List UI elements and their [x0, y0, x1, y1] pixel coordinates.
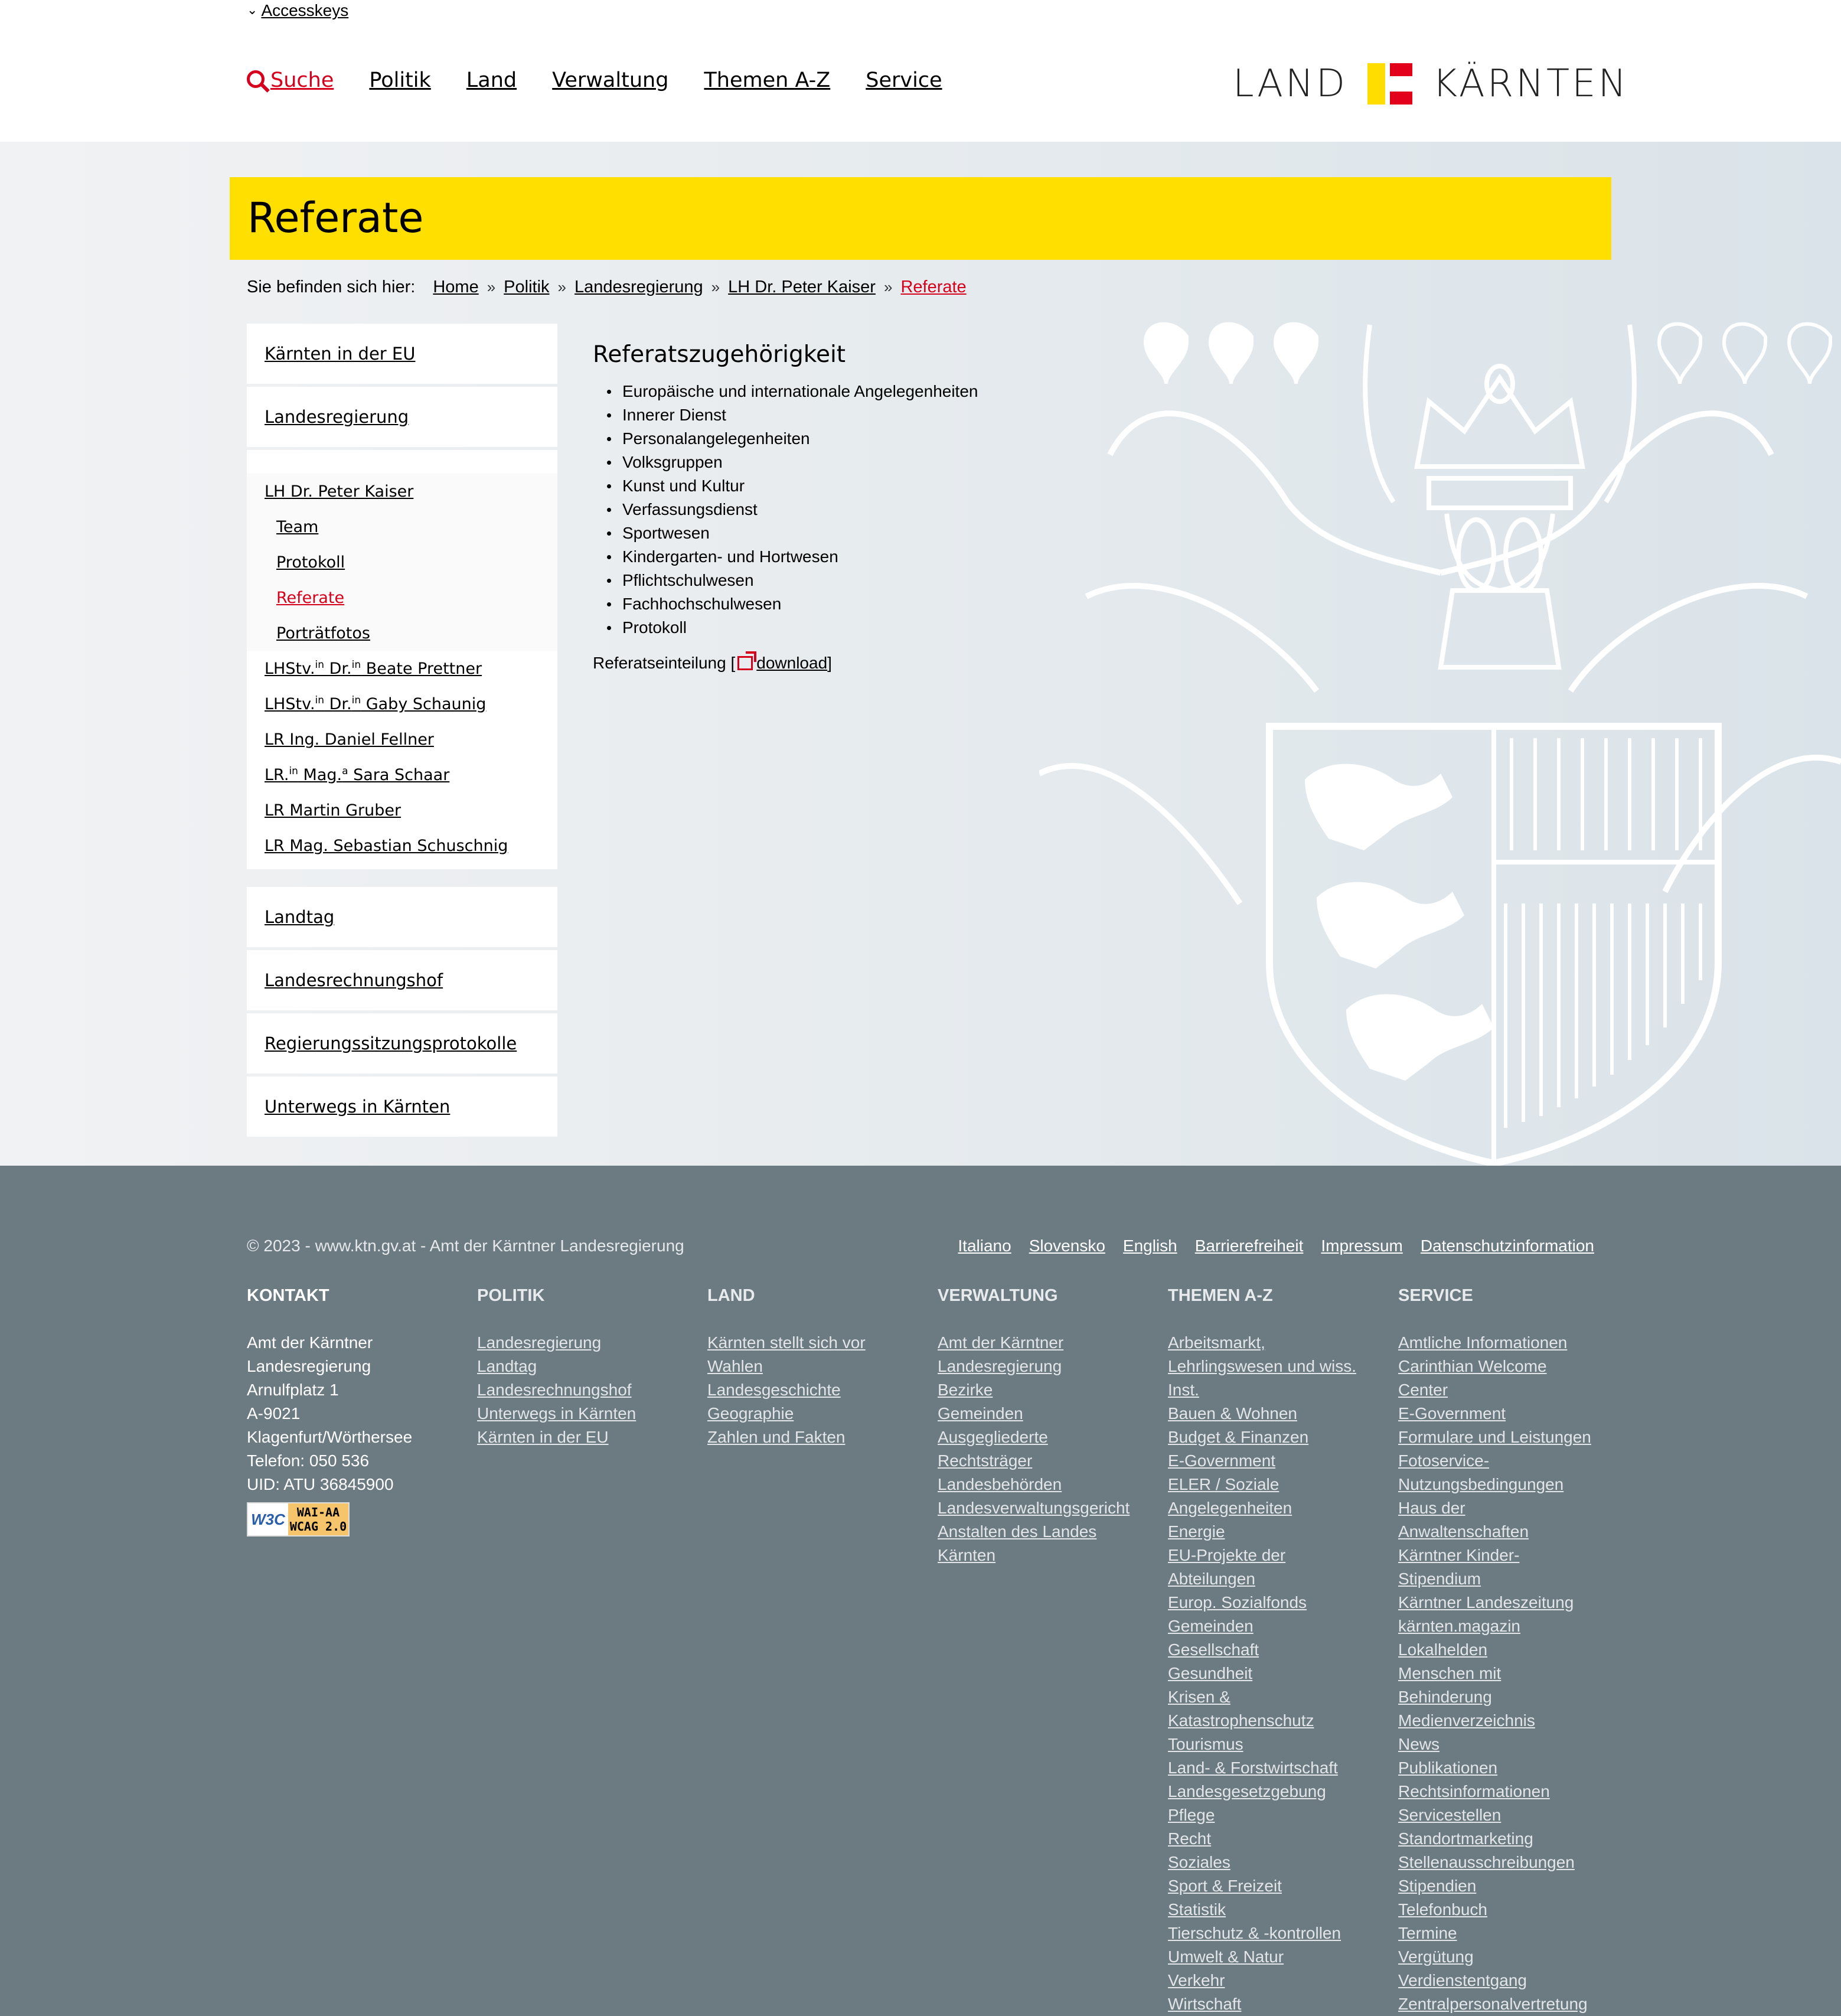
footer-link[interactable]: ELER / Soziale Angelegenheiten — [1168, 1475, 1292, 1517]
footer-link[interactable]: Soziales — [1168, 1853, 1230, 1871]
footer-col-title: THEMEN A-Z — [1168, 1286, 1273, 1305]
sidebar-item-unterwegs — [247, 1076, 557, 1137]
footer-col-themen — [1168, 1284, 1398, 2016]
page-title: Referate — [247, 194, 424, 242]
footer-link[interactable]: Landesbehörden — [938, 1475, 1062, 1493]
footer-col-kontakt — [247, 1284, 477, 2016]
footer-link[interactable]: Anstalten des Landes Kärnten — [938, 1522, 1097, 1564]
footer-link[interactable]: Europ. Sozialfonds — [1168, 1593, 1307, 1612]
footer-link[interactable]: Amt der Kärntner Landesregierung — [938, 1333, 1064, 1375]
footer-link[interactable]: Landesgeschichte — [707, 1381, 841, 1399]
referate-list — [622, 380, 978, 640]
footer-link[interactable]: Gemeinden — [938, 1404, 1023, 1423]
copyright: © 2023 - www.ktn.gv.at - Amt der Kärntner Landesregierung — [247, 1237, 684, 1255]
footer-link[interactable]: Kärntner Landeszeitung — [1398, 1593, 1574, 1612]
site-footer — [0, 1166, 1841, 2016]
content-heading: Referatszugehörigkeit — [593, 341, 846, 368]
footer-link-english[interactable]: English — [1122, 1237, 1177, 1255]
list-item: Protokoll — [622, 616, 978, 640]
footer-link[interactable]: Gesellschaft — [1168, 1640, 1259, 1659]
footer-link[interactable]: Publikationen — [1398, 1759, 1498, 1777]
sidebar-item-portraetfotos[interactable]: Porträtfotos — [276, 624, 370, 642]
footer-link[interactable]: Verdienstentgang — [1398, 1971, 1527, 1989]
main-nav — [247, 68, 978, 92]
list-item: Personalangelegenheiten — [622, 427, 978, 451]
sidebar-link[interactable]: Landesrechnungshof — [265, 970, 443, 990]
nav-search[interactable]: Suche — [247, 68, 334, 92]
sidebar-item-protokoll[interactable]: Protokoll — [276, 553, 345, 572]
sidebar-group-lh — [247, 474, 557, 651]
footer-link[interactable]: Ausgegliederte Rechtsträger — [938, 1428, 1048, 1470]
footer-link[interactable]: Gesundheit — [1168, 1664, 1253, 1682]
sidebar-nav — [247, 324, 557, 1140]
footer-links — [958, 1237, 1594, 1255]
sidebar-item-referate[interactable]: Referate — [276, 588, 345, 607]
sidebar-link[interactable]: Landesregierung — [265, 407, 409, 427]
page-title-banner — [230, 177, 1611, 260]
sidebar-link[interactable]: Landtag — [265, 907, 335, 927]
footer-link[interactable]: Landtag — [477, 1357, 537, 1375]
search-icon — [247, 70, 265, 88]
footer-link-datenschutz[interactable]: Datenschutzinformation — [1420, 1237, 1594, 1255]
footer-link[interactable]: Pflege — [1168, 1806, 1215, 1824]
footer-link[interactable]: Landesverwaltungsgericht — [938, 1499, 1130, 1517]
footer-col-title: SERVICE — [1398, 1286, 1473, 1305]
footer-link[interactable]: Gemeinden — [1168, 1617, 1254, 1635]
footer-link[interactable]: Zentralpersonalvertretung — [1398, 1995, 1588, 2013]
wcag-badge[interactable]: W3C WAI-AA WCAG 2.0 — [247, 1502, 350, 1537]
footer-link[interactable]: Kärnten in der EU — [477, 1428, 609, 1446]
chevron-right-icon: » — [557, 278, 566, 296]
footer-link[interactable]: Umwelt & Natur — [1168, 1948, 1284, 1966]
sidebar-item-prettner[interactable]: LHStv.$^{in}$ Dr.$^{in}$ Beate Prettner — [265, 659, 482, 678]
breadcrumb-politik[interactable]: Politik — [504, 278, 550, 296]
footer-link[interactable]: Geographie — [707, 1404, 794, 1423]
footer-link[interactable]: EU-Projekte der Abteilungen — [1168, 1546, 1286, 1588]
footer-link[interactable]: Stipendien — [1398, 1877, 1477, 1895]
main-content — [593, 341, 978, 673]
footer-link[interactable]: Formulare und Leistungen — [1398, 1428, 1591, 1446]
footer-columns — [247, 1284, 1628, 2016]
footer-link[interactable]: Statistik — [1168, 1900, 1226, 1919]
footer-link[interactable]: Energie — [1168, 1522, 1225, 1541]
footer-link[interactable]: Rechtsinformationen — [1398, 1782, 1550, 1800]
footer-link[interactable]: Landesregierung — [477, 1333, 602, 1352]
footer-link[interactable]: Zahlen und Fakten — [707, 1428, 846, 1446]
sidebar-item-landesregierung — [247, 387, 557, 447]
breadcrumb-lh-kaiser[interactable]: LH Dr. Peter Kaiser — [728, 278, 876, 296]
site-header — [0, 0, 1841, 142]
footer-col-title: POLITIK — [477, 1286, 545, 1305]
chevron-right-icon: » — [487, 278, 496, 296]
chevron-right-icon: » — [883, 278, 893, 296]
footer-link[interactable]: Stellenausschreibungen — [1398, 1853, 1575, 1871]
list-item: Kindergarten- und Hortwesen — [622, 545, 978, 569]
footer-col-verwaltung — [938, 1284, 1168, 2016]
sidebar-item-fellner[interactable]: LR Ing. Daniel Fellner — [265, 730, 434, 749]
footer-link[interactable]: Servicestellen — [1398, 1806, 1501, 1824]
chevron-down-icon: ⌄ — [247, 2, 258, 17]
download-link[interactable]: download — [756, 654, 828, 672]
nav-themen[interactable]: Themen A-Z — [704, 68, 831, 92]
coat-of-arms-watermark-icon — [1039, 313, 1841, 1166]
footer-link[interactable]: E-Government — [1168, 1451, 1276, 1470]
footer-link[interactable]: Unterwegs in Kärnten — [477, 1404, 636, 1423]
footer-link[interactable]: Termine — [1398, 1924, 1457, 1942]
footer-col-service — [1398, 1284, 1628, 2016]
footer-link[interactable]: Bauen & Wohnen — [1168, 1404, 1297, 1423]
footer-link[interactable]: Krisen & Katastrophenschutz — [1168, 1688, 1314, 1730]
footer-link-italiano[interactable]: Italiano — [958, 1237, 1011, 1255]
footer-link[interactable]: Wirtschaft — [1168, 1995, 1242, 2013]
sidebar-link[interactable]: Unterwegs in Kärnten — [265, 1097, 451, 1117]
list-item: Kunst und Kultur — [622, 474, 978, 498]
accesskeys-link[interactable]: ⌄ Accesskeys — [247, 1, 349, 19]
footer-link[interactable]: E-Government — [1398, 1404, 1506, 1423]
nav-verwaltung[interactable]: Verwaltung — [552, 68, 669, 92]
sidebar-item-landesrechnungshof — [247, 950, 557, 1010]
sidebar-item-lh-kaiser[interactable]: LH Dr. Peter Kaiser — [265, 482, 414, 501]
sidebar-item-schaar[interactable]: LR.$^{in}$ Mag.$^a$ Sara Schaar — [265, 765, 450, 784]
list-item: Fachhochschulwesen — [622, 592, 978, 616]
footer-col-land — [707, 1284, 938, 2016]
footer-link[interactable]: Haus der Anwaltenschaften — [1398, 1499, 1529, 1541]
footer-link[interactable]: Kärnten stellt sich vor — [707, 1333, 866, 1352]
sidebar-link[interactable]: Regierungssitzungsprotokolle — [265, 1033, 517, 1053]
footer-link-barrierefreiheit[interactable]: Barrierefreiheit — [1194, 1237, 1304, 1255]
breadcrumb-landesregierung[interactable]: Landesregierung — [575, 278, 703, 296]
list-item: Sportwesen — [622, 521, 978, 545]
footer-link[interactable]: Landesrechnungshof — [477, 1381, 632, 1399]
sidebar-item-kaernten-eu — [247, 324, 557, 384]
sidebar-item-schaunig[interactable]: LHStv.$^{in}$ Dr.$^{in}$ Gaby Schaunig — [265, 694, 487, 713]
footer-link[interactable]: Medienverzeichnis — [1398, 1711, 1535, 1730]
footer-link[interactable]: Verkehr — [1168, 1971, 1225, 1989]
nav-service[interactable]: Service — [866, 68, 942, 92]
breadcrumb-label: Sie befinden sich hier: — [247, 278, 416, 296]
sidebar-item-gruber[interactable]: LR Martin Gruber — [265, 801, 402, 820]
footer-col-title: LAND — [707, 1286, 755, 1305]
footer-link[interactable]: Vergütung — [1398, 1948, 1474, 1966]
breadcrumb-referate[interactable]: Referate — [900, 278, 967, 296]
sidebar-item-schuschnig[interactable]: LR Mag. Sebastian Schuschnig — [265, 836, 508, 855]
footer-link[interactable]: Lokalhelden — [1398, 1640, 1488, 1659]
sidebar-submenu — [247, 450, 557, 869]
chevron-right-icon: » — [711, 278, 720, 296]
footer-link[interactable]: News — [1398, 1735, 1440, 1753]
footer-link[interactable]: Fotoservice-Nutzungsbedingungen — [1398, 1451, 1564, 1493]
list-item: Europäische und internationale Angelegenheiten — [622, 380, 978, 403]
breadcrumb — [247, 278, 975, 297]
list-item: Volksgruppen — [622, 451, 978, 474]
footer-link[interactable]: Land- & Forstwirtschaft — [1168, 1759, 1338, 1777]
sidebar-link[interactable]: Kärnten in der EU — [265, 344, 416, 364]
list-item: Innerer Dienst — [622, 403, 978, 427]
footer-link-impressum[interactable]: Impressum — [1321, 1237, 1403, 1255]
download-line: Referatseinteilung [ download] — [593, 654, 832, 672]
footer-link[interactable]: Recht — [1168, 1829, 1212, 1848]
w3c-logo-icon: W3C — [248, 1503, 288, 1535]
footer-link[interactable]: Arbeitsmarkt, Lehrlingswesen und wiss. Inst. — [1168, 1333, 1357, 1399]
logo-mark-icon — [1367, 63, 1412, 105]
footer-link[interactable]: Carinthian Welcome Center — [1398, 1357, 1547, 1399]
footer-link[interactable]: Telefonbuch — [1398, 1900, 1488, 1919]
footer-link[interactable]: Menschen mit Behinderung — [1398, 1664, 1501, 1706]
list-item: Pflichtschulwesen — [622, 569, 978, 592]
footer-link[interactable]: kärnten.magazin — [1398, 1617, 1521, 1635]
sidebar-item-regierungssitzungsprotokolle — [247, 1013, 557, 1074]
footer-link[interactable]: Landesgesetzgebung — [1168, 1782, 1326, 1800]
footer-col-title: VERWALTUNG — [938, 1286, 1058, 1305]
main-area — [0, 142, 1841, 1166]
footer-col-title: KONTAKT — [247, 1286, 329, 1305]
footer-link[interactable]: Wahlen — [707, 1357, 763, 1375]
footer-link[interactable]: Standortmarketing — [1398, 1829, 1533, 1848]
site-logo[interactable]: LAND KÄRNTEN — [1233, 62, 1629, 106]
breadcrumb-home[interactable]: Home — [433, 278, 479, 296]
footer-col-politik — [477, 1284, 707, 2016]
list-item: Verfassungsdienst — [622, 498, 978, 521]
footer-link[interactable]: Sport & Freizeit — [1168, 1877, 1282, 1895]
footer-link-slovensko[interactable]: Slovensko — [1029, 1237, 1105, 1255]
footer-link[interactable]: Bezirke — [938, 1381, 993, 1399]
footer-link[interactable]: Tourismus — [1168, 1735, 1243, 1753]
footer-link[interactable]: Kärntner Kinder-Stipendium — [1398, 1546, 1520, 1588]
nav-land[interactable]: Land — [466, 68, 517, 92]
sidebar-item-landtag — [247, 887, 557, 947]
external-link-icon — [737, 656, 753, 670]
contact-address: Amt der Kärntner Landesregierung Arnulfplatz 1 A-9021 Klagenfurt/Wörthersee Telefon: 050 536 UID: ATU 36845900 — [247, 1333, 413, 1493]
nav-politik[interactable]: Politik — [369, 68, 431, 92]
footer-link[interactable]: Amtliche Informationen — [1398, 1333, 1568, 1352]
sidebar-item-team[interactable]: Team — [276, 517, 319, 536]
footer-link[interactable]: Tierschutz & -kontrollen — [1168, 1924, 1341, 1942]
footer-link[interactable]: Budget & Finanzen — [1168, 1428, 1309, 1446]
